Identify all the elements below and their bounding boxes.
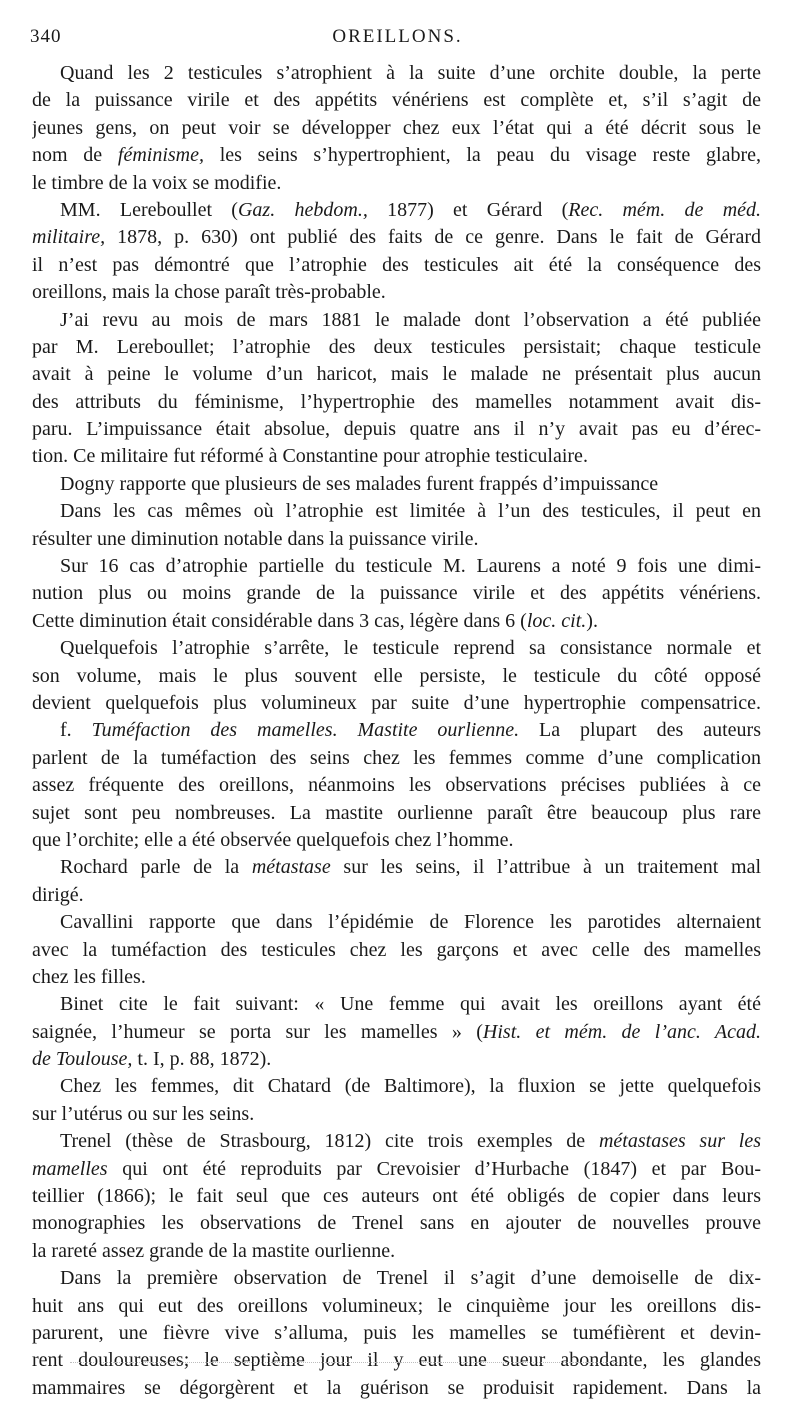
text-line [32, 663, 761, 690]
text-line [32, 991, 761, 1018]
italic-text: Gaz. hebdom., [237, 198, 368, 221]
text-span: oreillons, mais la chose paraît très-probable. [32, 281, 386, 304]
text-span: résulter une diminution notable dans la puissance virile. [32, 527, 479, 550]
text-line [32, 87, 761, 114]
text-line [32, 389, 761, 416]
text-span: son volume, mais le plus souvent elle persiste, le testicule du côté opposé [32, 664, 761, 687]
text-span: de la puissance virile et des appétits vénériens est complète et, s’il s’agit de [32, 89, 761, 112]
text-line [32, 909, 761, 936]
text-span: le timbre de la voix se modifie. [32, 171, 282, 194]
text-span: nution plus ou moins grande de la puissance virile et des appétits vénériens. [32, 582, 761, 605]
text-span: il n’est pas démontré que l’atrophie des testicules ait été la conséquence des [32, 253, 761, 276]
text-span: Dogny rapporte que plusieurs de ses malades furent frappés d’impuissance [60, 472, 659, 495]
italic-text: métastases sur les [598, 1130, 761, 1153]
text-line [32, 334, 761, 361]
text-span: la rareté assez grande de la mastite ourlienne. [32, 1239, 396, 1262]
text-line [32, 1238, 761, 1265]
text-span: 1877) et Gérard ( [367, 198, 569, 221]
text-span: ). [586, 609, 598, 632]
italic-text: militaire, [32, 226, 106, 249]
text-span: Cette diminution était considérable dans 3 cas, légère dans 6 ( [32, 609, 527, 632]
italic-text: Rec. mém. de méd. [568, 198, 761, 221]
text-line [32, 717, 761, 744]
text-line [32, 416, 761, 443]
text-span: teillier (1866); le fait seul que ces auteurs ont été obligés de copier dans leurs [32, 1185, 761, 1208]
text-line [32, 690, 761, 717]
text-line [32, 964, 761, 991]
text-line [32, 361, 761, 388]
text-span: assez fréquente des oreillons, néanmoins les observations précises publiées à ce [32, 774, 761, 797]
italic-text: métastase [251, 856, 331, 879]
page-header [30, 26, 765, 56]
text-span: J’ai revu au mois de mars 1881 le malade dont l’observation a été publiée [60, 308, 761, 331]
italic-text: Hist. et mém. de l’anc. Acad. [482, 1020, 761, 1043]
bottom-dotted-rule [70, 1362, 630, 1363]
text-span: monographies les observations de Trenel sans en ajouter de nouvelles prouve [32, 1212, 761, 1235]
italic-text: féminisme, [117, 144, 204, 167]
text-line [32, 526, 761, 553]
text-line [32, 1101, 761, 1128]
text-line [32, 745, 761, 772]
text-span: parlent de la tuméfaction des seins chez les femmes comme d’une complication [32, 746, 761, 769]
text-line [32, 580, 761, 607]
text-line [32, 1293, 761, 1320]
text-span: des attributs du féminisme, l’hypertrophie des mamelles notamment avait dis- [32, 390, 761, 413]
text-line [32, 197, 761, 224]
text-span: devient quelquefois plus volumineux par suite d’une hypertrophie compensatrice. [32, 691, 761, 714]
text-line [32, 800, 761, 827]
text-span: mammaires se dégorgèrent et la guérison se produisit rapidement. Dans la [32, 1376, 761, 1399]
text-span: t. I, p. 88, 1872). [132, 1048, 272, 1071]
page-number: 340 [30, 26, 62, 47]
text-span: jeunes gens, on peut voir se développer chez eux l’état qui a été décrit sous le [32, 116, 761, 139]
text-span: Dans les cas mêmes où l’atrophie est limitée à l’un des testicules, il peut en [60, 500, 761, 523]
text-line [32, 115, 761, 142]
text-span: 1878, p. 630) ont publié des faits de ce genre. Dans le fait de Gérard [105, 226, 761, 249]
italic-text: loc. cit. [526, 609, 587, 632]
text-span: Chez les femmes, dit Chatard (de Baltimore), la fluxion se jette quelquefois [60, 1075, 761, 1098]
text-span: huit ans qui eut des oreillons volumineux; le cinquième jour les oreillons dis- [32, 1294, 761, 1317]
text-span: paru. L’impuissance était absolue, depuis quatre ans il n’y avait pas eu d’érec- [32, 418, 761, 441]
text-span: Cavallini rapporte que dans l’épidémie de Florence les parotides alternaient [60, 911, 761, 934]
text-line [32, 635, 761, 662]
running-title: OREILLONS. [332, 26, 463, 47]
text-span: avec la tuméfaction des testicules chez les garçons et avec celle des mamelles [32, 938, 761, 961]
text-line [32, 1128, 761, 1155]
text-line [32, 142, 761, 169]
text-span: qui ont été reproduits par Crevoisier d’Hurbache (1847) et par Bou- [107, 1157, 761, 1180]
text-span: Quelquefois l’atrophie s’arrête, le testicule reprend sa consistance normale et [60, 637, 761, 660]
text-line [32, 1320, 761, 1347]
text-span: parurent, une fièvre vive s’alluma, puis les mamelles se tuméfièrent et devin- [32, 1321, 761, 1344]
text-span: Sur 16 cas d’atrophie partielle du testicule M. Laurens a noté 9 fois une dimi- [60, 555, 761, 578]
text-span: La plupart des auteurs [519, 719, 761, 742]
text-line [32, 307, 761, 334]
text-line [32, 553, 761, 580]
text-line [32, 1265, 761, 1292]
body-text [32, 60, 761, 1402]
text-line [32, 471, 761, 498]
text-span: f. [60, 719, 92, 742]
text-span: les seins s’hypertrophient, la peau du visage reste glabre, [204, 144, 761, 167]
italic-text: mamelles [32, 1157, 108, 1180]
text-span: chez les filles. [32, 965, 146, 988]
text-line [32, 608, 761, 635]
text-span: par M. Lereboullet; l’atrophie des deux testicules persistait; chaque testicule [32, 335, 761, 358]
text-line [32, 854, 761, 881]
text-span: dirigé. [32, 883, 84, 906]
text-span: que l’orchite; elle a été observée quelquefois chez l’homme. [32, 828, 514, 851]
text-span: sur l’utérus ou sur les seins. [32, 1102, 255, 1125]
text-span: saignée, l’humeur se porta sur les mamelles » ( [32, 1020, 483, 1043]
text-line [32, 1375, 761, 1402]
text-span: Trenel (thèse de Strasbourg, 1812) cite trois exemples de [60, 1130, 599, 1153]
text-span: tion. Ce militaire fut réformé à Constantine pour atrophie testiculaire. [32, 445, 588, 468]
text-span: rent douloureuses; le septième jour il y eut une sueur abondante, les glandes [32, 1349, 761, 1372]
text-line [32, 60, 761, 87]
text-line [32, 443, 761, 470]
text-span: MM. Lereboullet ( [60, 198, 238, 221]
text-line [32, 937, 761, 964]
text-span: Rochard parle de la [60, 856, 252, 879]
text-span: Quand les 2 testicules s’atrophient à la suite d’une orchite double, la perte [60, 62, 761, 84]
text-line [32, 1210, 761, 1237]
text-span: Binet cite le fait suivant: « Une femme qui avait les oreillons ayant été [60, 993, 761, 1016]
text-line [32, 1156, 761, 1183]
text-line [32, 1183, 761, 1210]
italic-text: Tuméfaction des mamelles. Mastite ourlienne. [91, 719, 520, 742]
text-line [32, 772, 761, 799]
text-line [32, 498, 761, 525]
text-span: sur les seins, il l’attribue à un traitement mal [330, 856, 761, 879]
italic-text: de Toulouse, [32, 1048, 133, 1071]
text-span: nom de [32, 144, 118, 167]
text-line [32, 1046, 761, 1073]
text-line [32, 882, 761, 909]
text-line [32, 170, 761, 197]
text-line [32, 1019, 761, 1046]
text-line [32, 224, 761, 251]
text-span: sujet sont peu nombreuses. La mastite ourlienne paraît être beaucoup plus rare [32, 801, 761, 824]
text-span: Dans la première observation de Trenel il s’agit d’une demoiselle de dix- [60, 1267, 761, 1290]
text-line [32, 827, 761, 854]
text-line [32, 279, 761, 306]
text-span: avait à peine le volume d’un haricot, mais le malade ne présentait plus aucun [32, 363, 761, 386]
text-line [32, 252, 761, 279]
text-line [32, 1073, 761, 1100]
